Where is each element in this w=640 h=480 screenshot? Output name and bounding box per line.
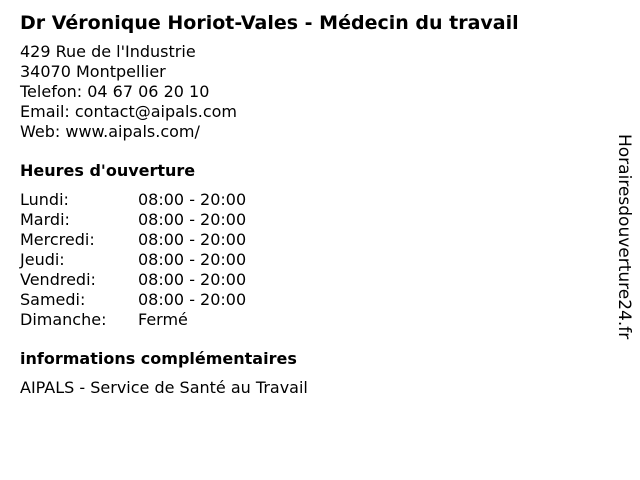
page-title: Dr Véronique Horiot-Vales - Médecin du travail (20, 12, 519, 34)
time-range: 08:00 - 20:00 (138, 270, 247, 289)
additional-info-heading: informations complémentaires (20, 349, 297, 368)
day-label: Dimanche: (20, 310, 107, 329)
business-card (20, 10, 600, 398)
time-range: Fermé (138, 310, 188, 329)
phone-number: Telefon: 04 67 06 20 10 (20, 82, 210, 101)
hours-row-tuesday (20, 210, 600, 230)
address-block (20, 42, 600, 142)
hours-row-saturday (20, 290, 600, 310)
website-address: Web: www.aipals.com/ (20, 122, 200, 141)
opening-hours-heading: Heures d'ouverture (20, 161, 196, 180)
time-range: 08:00 - 20:00 (138, 190, 247, 209)
time-range: 08:00 - 20:00 (138, 230, 247, 249)
additional-info-text: AIPALS - Service de Santé au Travail (20, 378, 308, 397)
time-range: 08:00 - 20:00 (138, 290, 247, 309)
day-label: Jeudi: (20, 250, 65, 269)
day-label: Mercredi: (20, 230, 95, 249)
hours-row-monday (20, 190, 600, 210)
day-label: Lundi: (20, 190, 69, 209)
hours-row-friday (20, 270, 600, 290)
email-address: Email: contact@aipals.com (20, 102, 237, 121)
time-range: 08:00 - 20:00 (138, 250, 247, 269)
hours-row-sunday (20, 310, 600, 330)
hours-row-wednesday (20, 230, 600, 250)
opening-hours-table (20, 190, 600, 330)
time-range: 08:00 - 20:00 (138, 210, 247, 229)
address-street: 429 Rue de l'Industrie (20, 42, 196, 61)
address-city: 34070 Montpellier (20, 62, 166, 81)
day-label: Vendredi: (20, 270, 96, 289)
day-label: Mardi: (20, 210, 70, 229)
site-watermark: Horairesdouverture24.fr (614, 134, 634, 340)
day-label: Samedi: (20, 290, 86, 309)
hours-row-thursday (20, 250, 600, 270)
